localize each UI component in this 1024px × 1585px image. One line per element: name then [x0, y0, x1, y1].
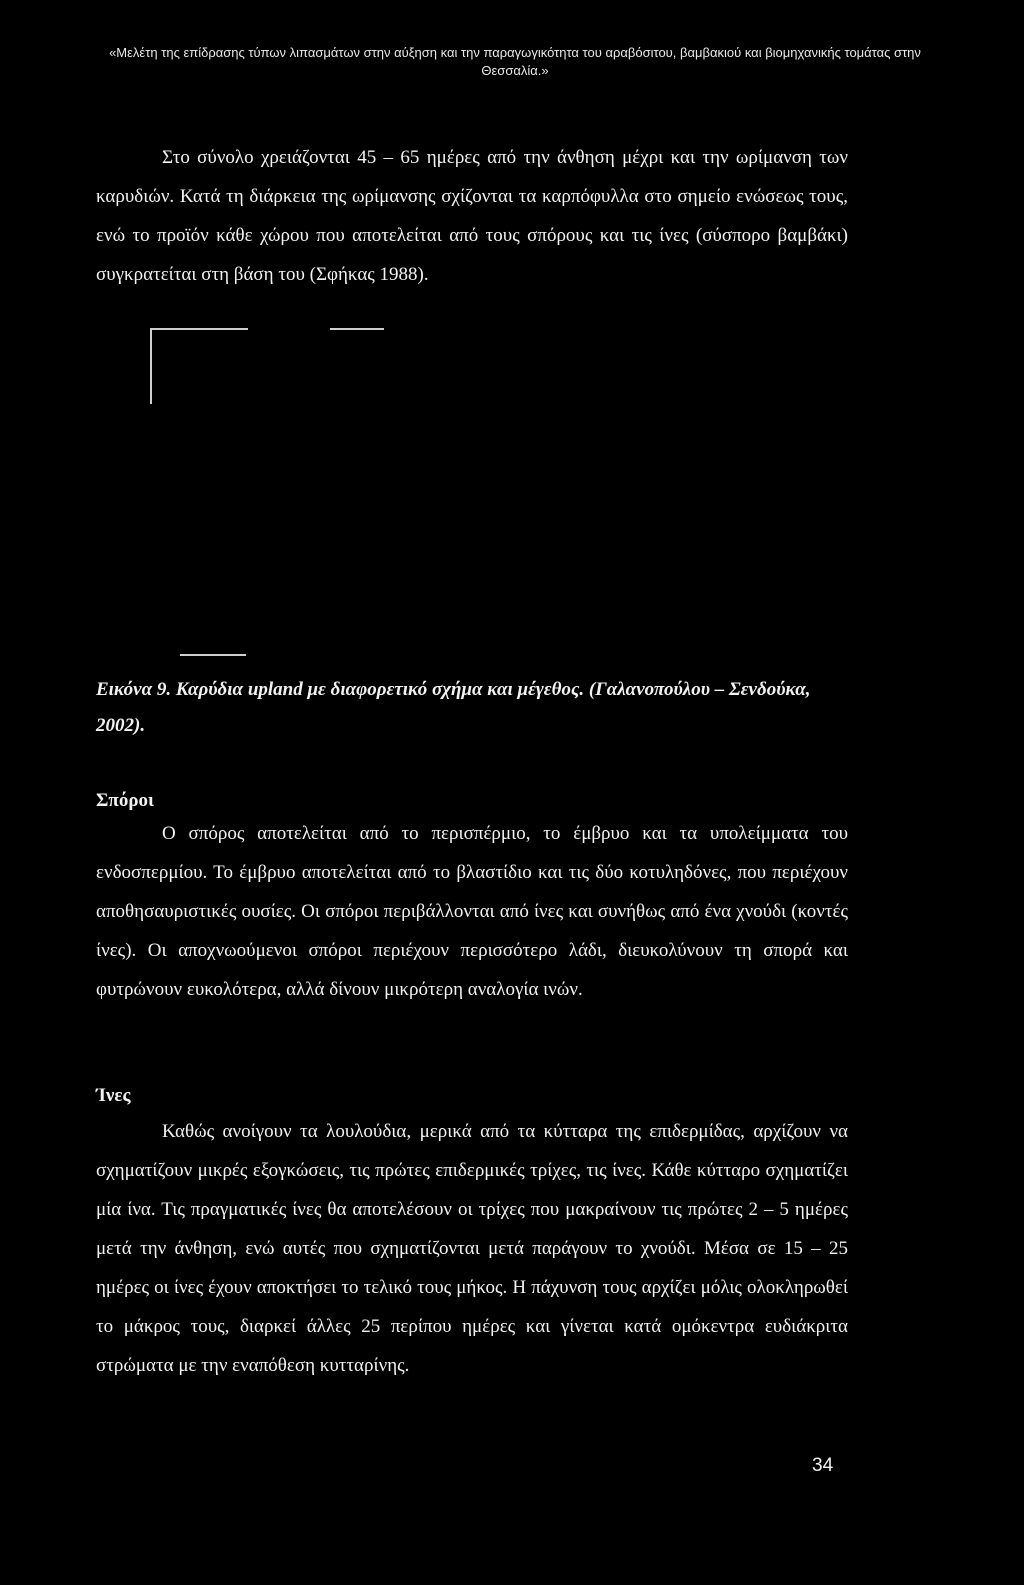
figure-frame-top-line [150, 328, 248, 330]
fibers-paragraph [96, 1112, 848, 1385]
figure-caption: Εικόνα 9. Καρύδια upland με διαφορετικό σχήμα και μέγεθος. (Γαλανοπούλου – Σενδούκα, 2002). [96, 679, 811, 736]
figure-frame-top-line-right [330, 328, 384, 330]
figure-frame-bottom-line [180, 654, 246, 656]
section-heading-fibers: Ίνες [96, 1085, 131, 1106]
fibers-text: Καθώς ανοίγουν τα λουλούδια, μερικά από τα κύτταρα της επιδερμίδας, αρχίζουν να σχηματίζουν μικρές εξογκώσεις, τις πρώτες επιδερμικές τρίχες, τις ίνες. Κάθε κύτταρο σχηματίζει μία ίνα. Τις πραγματικές ίνες θα αποτελέσουν οι τρίχες που μακραίνουν τις πρώτες 2 – 5 ημέρες μετά την άνθηση, ενώ αυτές που σχηματίζονται μετά παράγουν το χνούδι. Μέσα σε 15 – 25 ημέρες οι ίνες έχουν αποκτήσει το τελικό τους μήκος. Η πάχυνση τους αρχίζει μόλις ολοκληρωθεί το μάκρος τους, διαρκεί άλλες 25 περίπου ημέρες και γίνεται κατά ομόκεντρα ευδιάκριτα στρώματα με την εναπόθεση κυτταρίνης. [96, 1121, 848, 1376]
page-number: 34 [812, 1455, 834, 1476]
running-header: «Μελέτη της επίδρασης τύπων λιπασμάτων στην αύξηση και την παραγωγικότητα του αραβόσιτου, βαμβακιού και βιομηχανικής τομάτας στην Θεσσαλία.» [109, 45, 921, 78]
figure-frame-left-line [150, 328, 152, 404]
intro-text: Στο σύνολο χρειάζονται 45 – 65 ημέρες από την άνθηση μέχρι και την ωρίμανση των καρυδιών. Κατά τη διάρκεια της ωρίμανσης σχίζονται τα καρπόφυλλα στο σημείο ενώσεως τους, ενώ το προϊόν κάθε χώρου που αποτελείται από τους σπόρους και τις ίνες (σύσπορο βαμβάκι) συγκρατείται στη βάση του (Σφήκας 1988). [96, 147, 848, 285]
intro-paragraph [96, 138, 848, 294]
section-heading-seeds: Σπόροι [96, 790, 154, 811]
seeds-paragraph [96, 814, 848, 1009]
seeds-text: Ο σπόρος αποτελείται από το περισπέρμιο, το έμβρυο και τα υπολείμματα του ενδοσπερμίου. Το έμβρυο αποτελείται από το βλαστίδιο και τις δύο κοτυληδόνες, που περιέχουν αποθησαυριστικές ουσίες. Οι σπόροι περιβάλλονται από ίνες και συνήθως από ένα χνούδι (κοντές ίνες). Οι αποχνωούμενοι σπόροι περιέχουν περισσότερο λάδι, διευκολύνουν τη σπορά και φυτρώνουν ευκολότερα, αλλά δίνουν μικρότερη αναλογία ινών. [96, 823, 848, 1000]
figure-image [150, 318, 850, 658]
